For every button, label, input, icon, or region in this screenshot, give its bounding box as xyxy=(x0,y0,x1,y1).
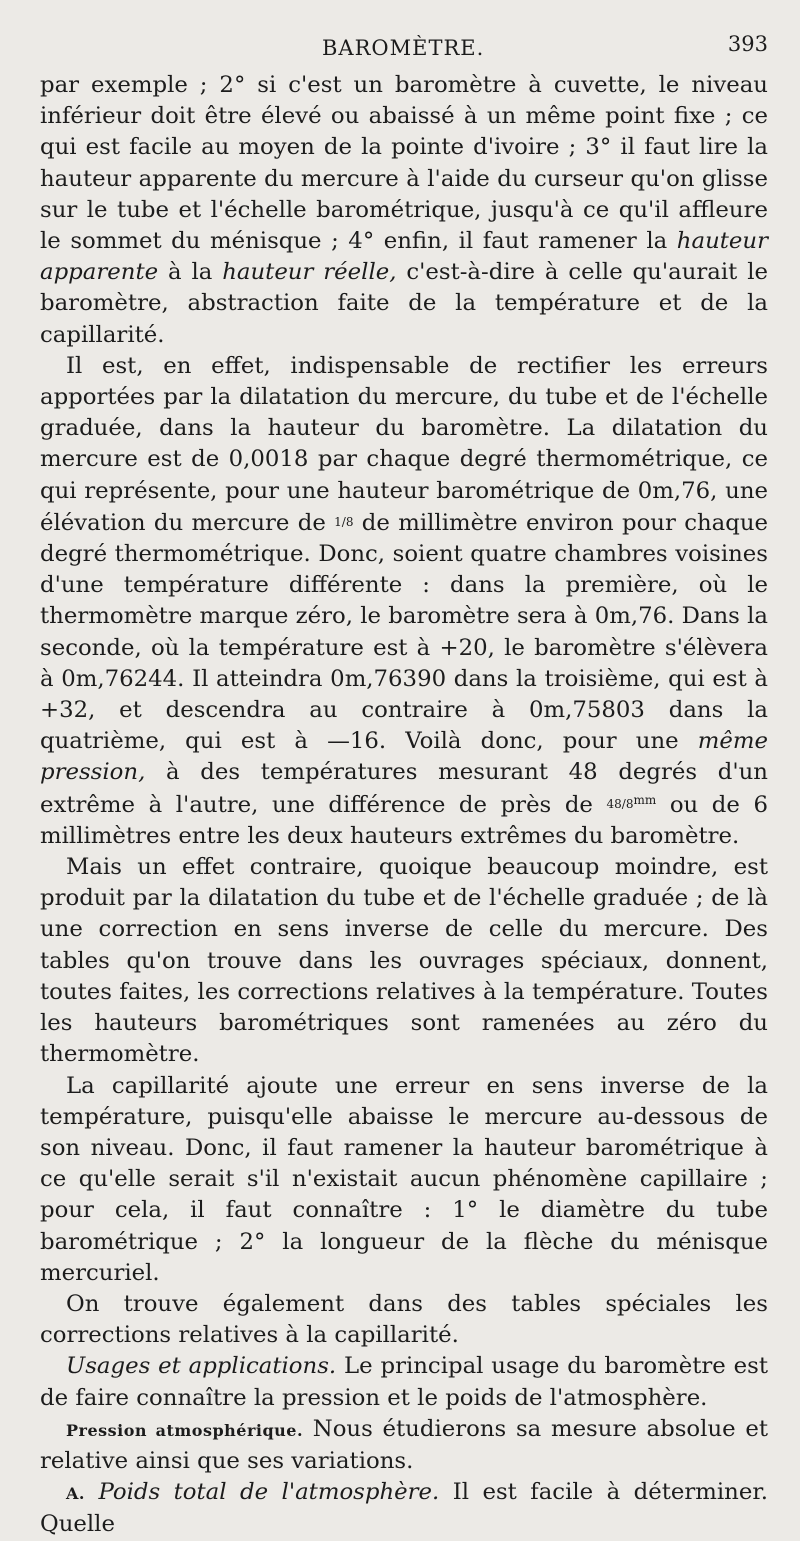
italic-term: hauteur réelle, xyxy=(222,259,397,286)
paragraph-1-end: c'est-à-dire à celle qu'aurait le baromètre, abstraction faite de la température et de la capillarité. xyxy=(40,259,768,348)
section-heading-usages: Usages et applications. xyxy=(66,1353,337,1380)
paragraph-2-end: ou de 6 millimètres entre les deux hauteurs extrêmes du baromètre. xyxy=(40,791,768,849)
running-title: BAROMÈTRE. xyxy=(322,36,485,60)
section-heading-poids: Poids total de l'atmosphère. xyxy=(98,1479,440,1506)
body-text xyxy=(40,70,768,1541)
paragraph-8 xyxy=(40,1477,768,1540)
fraction: 1/8 xyxy=(334,514,354,529)
paragraph-2-text: Il est, en effet, indispensable de rectifier les erreurs apportées par la dilatation du mercure, du tube et de l'échelle graduée, dans la hauteur du baromètre. La dilatation du mercure est de 0,0018 par chaque degré thermométrique, ce qui représente, pour une hauteur barométrique de 0m,76, une élévation du mercure de xyxy=(40,352,768,536)
paragraph-1-text: par exemple ; 2° si c'est un baromètre à cuvette, le niveau inférieur doit être élevé ou abaissé à un même point fixe ; ce qui est facile au moyen de la pointe d'ivoire ; 3° il faut lire la hauteur apparente du mercure à l'aide du curseur qu'on glisse sur le tube et l'échelle barométrique, jusqu'à ce qu'il affleure le sommet du ménisque ; 4° enfin, il faut ramener la xyxy=(40,72,768,255)
italic-term: même pression, xyxy=(40,728,768,786)
page-number: 393 xyxy=(727,32,768,56)
paragraph-2-cont: de millimètre environ pour chaque degré thermométrique. Donc, soient quatre chambres voisines d'une température différente : dans la première, où le thermomètre marque zéro, le baromètre sera à 0m,76. Dans la seconde, où la température est à +20, le baromètre s'élèvera à 0m,76244. Il atteindra 0m,76390 dans la troisième, qui est à +32, et descendra au contraire à 0m,75803 dans la quatrième, qui est à —16. Voilà donc, pour une xyxy=(40,509,769,755)
running-head xyxy=(40,30,768,70)
paragraph-5: On trouve également dans des tables spéciales les corrections relatives à la capillarité. xyxy=(40,1290,768,1349)
paragraph-1-mid: à la xyxy=(158,259,223,286)
paragraph-7 xyxy=(40,1414,768,1477)
section-letter: A. xyxy=(66,1484,85,1504)
paragraph-1 xyxy=(40,70,768,351)
paragraph-8-text: Il est facile à déterminer. Quelle xyxy=(40,1479,768,1538)
paragraph-7-text: Nous étudierons sa mesure absolue et relative ainsi que ses variations. xyxy=(40,1415,768,1474)
paragraph-6-text: Le principal usage du baromètre est de faire connaître la pression et le poids de l'atmosphère. xyxy=(40,1353,768,1411)
section-heading-pression: Pression atmosphérique. xyxy=(66,1420,304,1440)
paragraph-2-cont2: à des températures mesurant 48 degrés d'un extrême à l'autre, une différence de près de xyxy=(40,759,768,818)
fraction: 48/8 xyxy=(606,796,634,811)
unit-superscript: mm xyxy=(633,792,657,807)
paragraph-6 xyxy=(40,1351,768,1413)
paragraph-3: Mais un effet contraire, quoique beaucoup moindre, est produit par la dilatation du tube et de l'échelle graduée ; de là une correction en sens inverse de celle du mercure. Des tables qu'on trouve dans les ouvrages spéciaux, donnent, toutes faites, les corrections relatives à la température. Toutes les hauteurs barométriques sont ramenées au zéro du thermomètre. xyxy=(40,854,768,1068)
italic-term: hauteur apparente xyxy=(40,228,768,286)
paragraph-2 xyxy=(40,351,768,852)
paragraph-4: La capillarité ajoute une erreur en sens inverse de la température, puisqu'elle abaisse le mercure au-dessous de son niveau. Donc, il faut ramener la hauteur barométrique à ce qu'elle serait s'il n'existait aucun phénomène capillaire ; pour cela, il faut connaître : 1° le diamètre du tube barométrique ; 2° la longueur de la flèche du ménisque mercuriel. xyxy=(40,1072,768,1286)
